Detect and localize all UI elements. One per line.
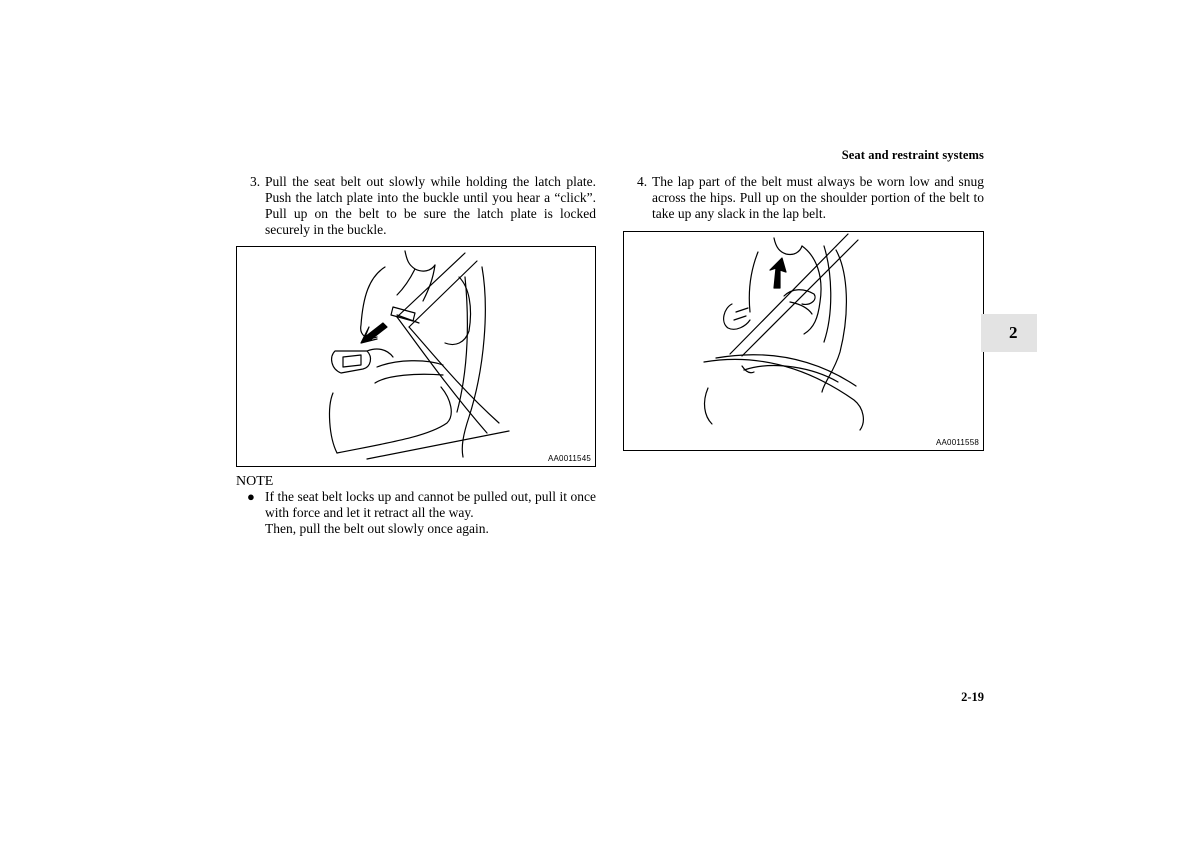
chapter-number: 2 [1009,323,1018,342]
note-text-line: Then, pull the belt out slowly once again. [265,521,489,536]
note-title: NOTE [236,474,274,489]
figure-code: AA0011545 [547,454,591,463]
note-text-line: If the seat belt locks up and cannot be pulled out, pull it once with force and let it retract all the way. [265,489,596,520]
step-text: Pull the seat belt out slowly while holding the latch plate. Push the latch plate into the buckle until you hear a “click”. Pull up on the belt to be sure the latch plate is locked securely in the buckle. [265,174,596,237]
seat-belt-latch-illustration [237,247,595,466]
step-4 [637,174,984,222]
bullet-icon: ● [247,489,255,504]
step-number: 4. [637,174,648,189]
figure-code: AA0011558 [935,438,979,447]
lap-belt-tighten-illustration [624,232,983,450]
step-number: 3. [250,174,261,189]
figure-lap-belt [623,231,984,451]
step-3 [250,174,596,238]
figure-latch-plate [236,246,596,467]
section-title: Seat and restraint systems [841,148,984,162]
note-body [236,489,596,537]
chapter-tab [981,314,1037,352]
page-number: 2-19 [961,690,984,704]
step-text: The lap part of the belt must always be worn low and snug across the hips. Pull up on the shoulder portion of the belt to take up any slack in the lap belt. [652,174,984,221]
